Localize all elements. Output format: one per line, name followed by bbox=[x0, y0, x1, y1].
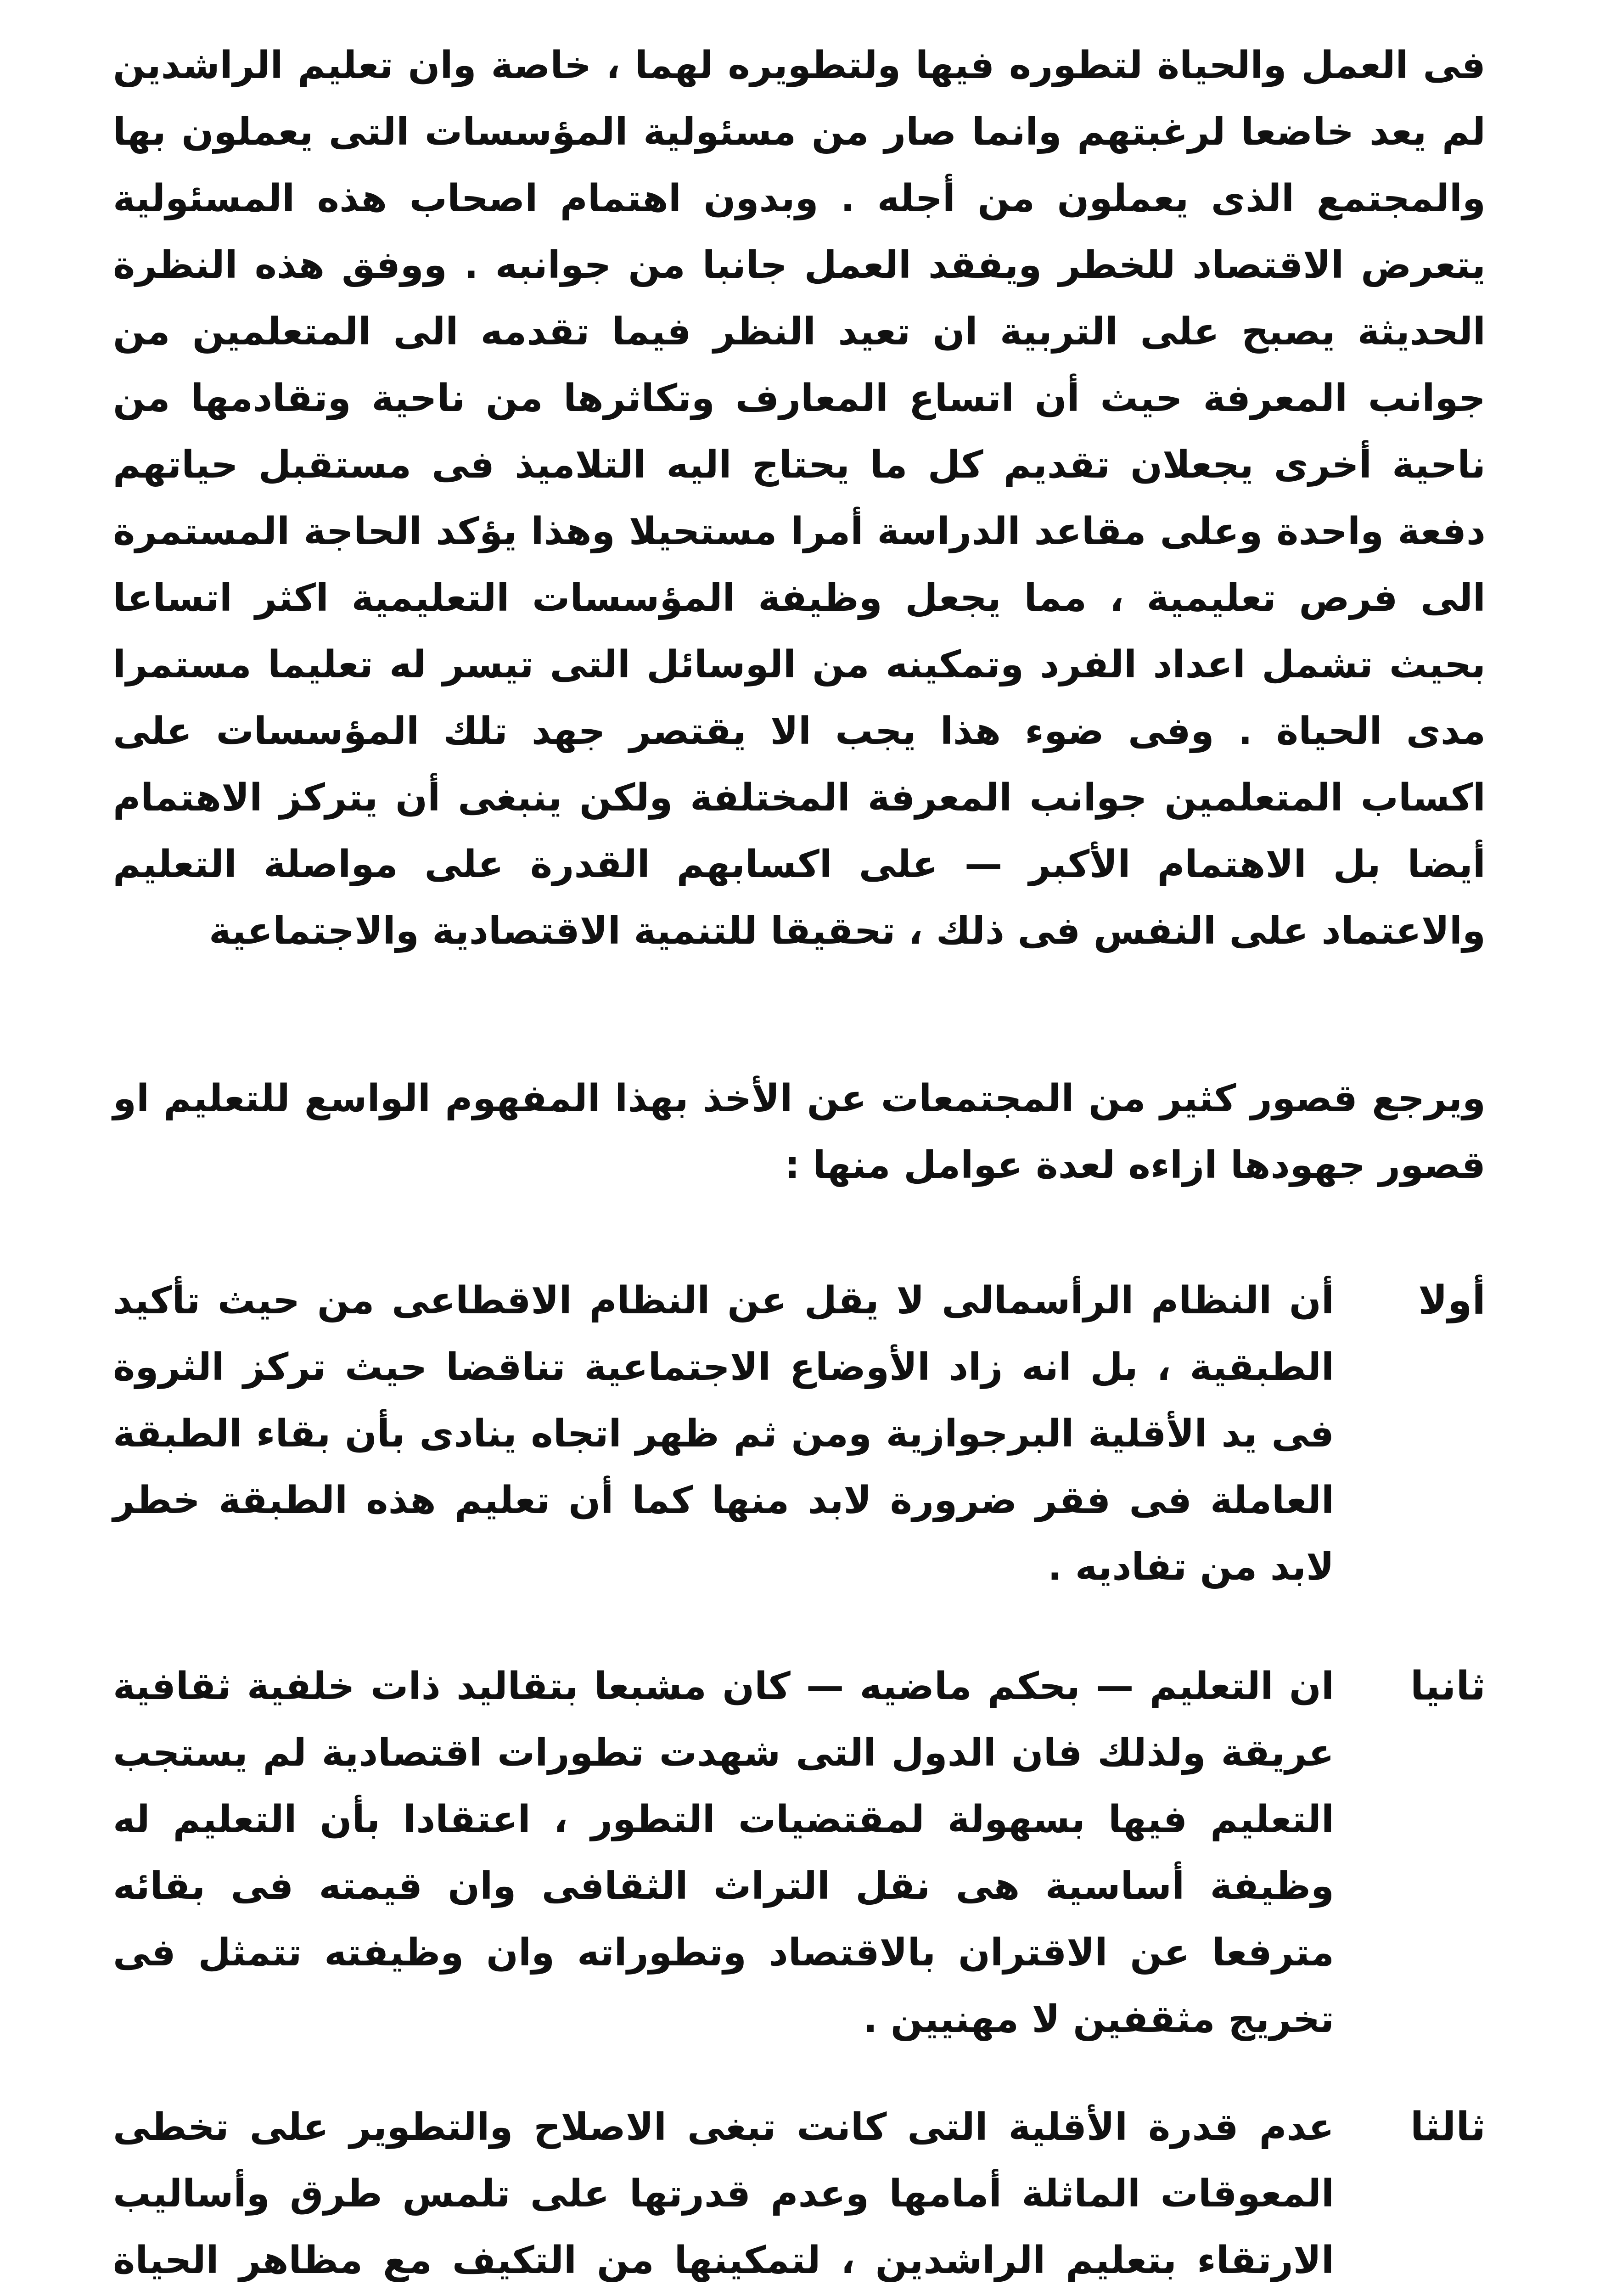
body-paragraph-2: ويرجع قصور كثير من المجتمعات عن الأخذ بهذا المفهوم الواسع للتعليم او قصور جهودها ازاءه لعدة عوامل منها : bbox=[113, 1077, 1486, 1187]
list-item-text: عدم قدرة الأقلية التى كانت تبغى الاصلاح والتطوير على تخطى المعوقات الماثلة أمامها وعدم قدرتها على تلمس طرق وأساليب الارتقاء بتعليم الراشدين ، لتمكينها من التكيف مع مظاهر الحياة bbox=[113, 2105, 1334, 2282]
list-item-label: أولا bbox=[1418, 1277, 1486, 1323]
list-item-label: ثالثا bbox=[1410, 2104, 1486, 2150]
list-item-text: أن النظام الرأسمالى لا يقل عن النظام الاقطاعى من حيث تأكيد الطبقية ، بل انه زاد الأوضاع الاجتماعية تناقضا حيث تركز الثروة فى يد الأقلية البرجوازية ومن ثم ظهر اتجاه ينادى بأن بقاء الطبقة العاملة فى فقر ضرورة لابد منها كما أن تعليم هذه الطبقة خطر لابد من تفاديه . bbox=[113, 1279, 1334, 1589]
body-paragraph-1: فى العمل والحياة لتطوره فيها ولتطويره لهما ، خاصة وان تعليم الراشدين لم يعد خاضعا لرغبتهم وانما صار من مسئولية المؤسسات التى يعملون بها والمجتمع الذى يعملون من أجله . وبدون اهتمام اصحاب هذه المسئولية يتعرض الاقتصاد للخطر ويفقد العمل جانبا من جوانبه . ووفق هذه النظرة الحديثة يصبح على التربية ان تعيد النظر فيما تقدمه الى المتعلمين من جوانب المعرفة حيث أن اتساع المعارف وتكاثرها من ناحية وتقادمها من ناحية أخرى يجعلان تقديم كل ما يحتاج اليه التلاميذ فى مستقبل حياتهم دفعة واحدة وعلى مقاعد الدراسة أمرا مستحيلا وهذا يؤكد الحاجة المستمرة الى فرص تعليمية ، مما يجعل وظيفة المؤسسات التعليمية اكثر اتساعا بحيث تشمل اعداد الفرد وتمكينه من الوسائل التى تيسر له تعليما مستمرا مدى الحياة . وفى ضوء هذا يجب الا يقتصر جهد تلك المؤسسات على اكساب المتعلمين جوانب المعرفة المختلفة ولكن ينبغى أن يتركز الاهتمام أيضا بل الاهتمام الأكبر — على اكسابهم القدرة على مواصلة التعليم والاعتماد على النفس فى ذلك ، تحقيقا للتنمية الاقتصادية والاجتماعية bbox=[113, 44, 1486, 953]
list-item-label: ثانيا bbox=[1410, 1663, 1486, 1709]
list-item-text: ان التعليم — بحكم ماضيه — كان مشبعا بتقاليد ذات خلفية ثقافية عريقة ولذلك فان الدول التى شهدت تطورات اقتصادية لم يستجب التعليم فيها بسهولة لمقتضيات التطور ، اعتقادا بأن التعليم له وظيفة أساسية هى نقل التراث الثقافى وان قيمته فى بقائه مترفعا عن الاقتران بالاقتصاد وتطوراته وان وظيفته تتمثل فى تخريج مثقفين لا مهنيين . bbox=[113, 1665, 1334, 2041]
